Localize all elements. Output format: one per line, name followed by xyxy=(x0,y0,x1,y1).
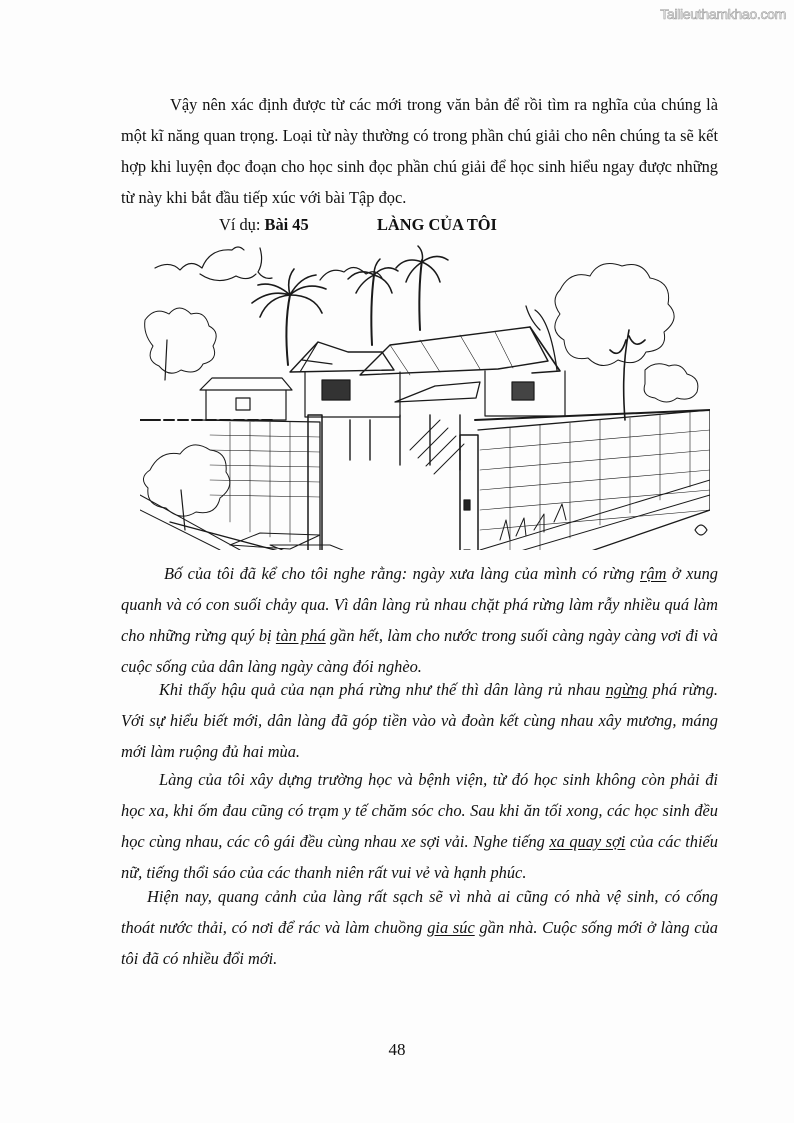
underlined-word: ngừng xyxy=(605,680,648,699)
example-label-group xyxy=(219,211,309,239)
underlined-word: xa quay sợi xyxy=(549,832,626,851)
example-label: Ví dụ: xyxy=(219,215,265,234)
text-run: gần nhà. Cuộc sống mới ở làng của tôi đã có nhiều đổi mới. xyxy=(121,918,718,968)
text-run: Làng của tôi xây dựng trường học và bệnh viện, từ đó học sinh không còn phải đi học xa, khi ốm đau cũng có trạm y tế chăm sóc cho. Sau khi ăn tối xong, các học sinh đều học cùng nhau, các cô gái đều cùng nhau xe sợi vải. Nghe tiếng xyxy=(121,770,718,851)
reading-paragraph-1 xyxy=(121,558,718,682)
page-number: 48 xyxy=(388,1040,406,1059)
underlined-word: tàn phá xyxy=(275,626,326,645)
text-run: phá rừng. Với sự hiểu biết mới, dân làng đã góp tiền vào và đoàn kết cùng nhau xây mương, máng mới làm ruộng đủ hai mùa. xyxy=(121,680,718,761)
lesson-number: Bài 45 xyxy=(264,215,309,234)
underlined-word: rậm xyxy=(640,564,667,583)
text-run: Hiện nay, quang cảnh của làng rất sạch sẽ vì nhà ai cũng có nhà vệ sinh, có cống thoát nước thải, có nơi để rác và làm chuồng xyxy=(121,887,718,937)
intro-paragraph: Vậy nên xác định được từ các mới trong văn bản để rồi tìm ra nghĩa của chúng là một kĩ năng quan trọng. Loại từ này thường có trong phần chú giải cho nên chúng ta sẽ kết hợp khi luyện đọc đoạn cho học sinh đọc phần chú giải để học sinh hiểu ngay được những từ này khi bắt đầu tiếp xúc với bài Tập đọc. xyxy=(121,95,718,207)
text-run: gần hết, làm cho nước trong suối càng ngày càng vơi đi và cuộc sống của dân làng ngày càng đói nghèo. xyxy=(121,626,718,676)
village-house-illustration xyxy=(140,240,710,550)
text-run: ở xung quanh và có con suối chảy qua. Vì dân làng rủ nhau chặt phá rừng làm rẫy nhiều quá làm cho những rừng quý bị xyxy=(121,564,718,645)
reading-paragraph-4 xyxy=(121,881,718,974)
reading-paragraph-3 xyxy=(121,764,718,888)
reading-paragraph-2 xyxy=(121,674,718,767)
lesson-title: LÀNG CỦA TÔI xyxy=(377,215,497,234)
underlined-word: gia súc xyxy=(427,918,475,937)
watermark: Tailieuthamkhao.com xyxy=(660,6,786,22)
text-run: Khi thấy hậu quả của nạn phá rừng như thế thì dân làng rủ nhau xyxy=(159,680,606,699)
text-run: của các thiếu nữ, tiếng thổi sáo của các thanh niên rất vui vẻ và hạnh phúc. xyxy=(121,832,718,882)
text-run: Bố của tôi đã kể cho tôi nghe rằng: ngày xưa làng của mình có rừng xyxy=(164,564,641,583)
